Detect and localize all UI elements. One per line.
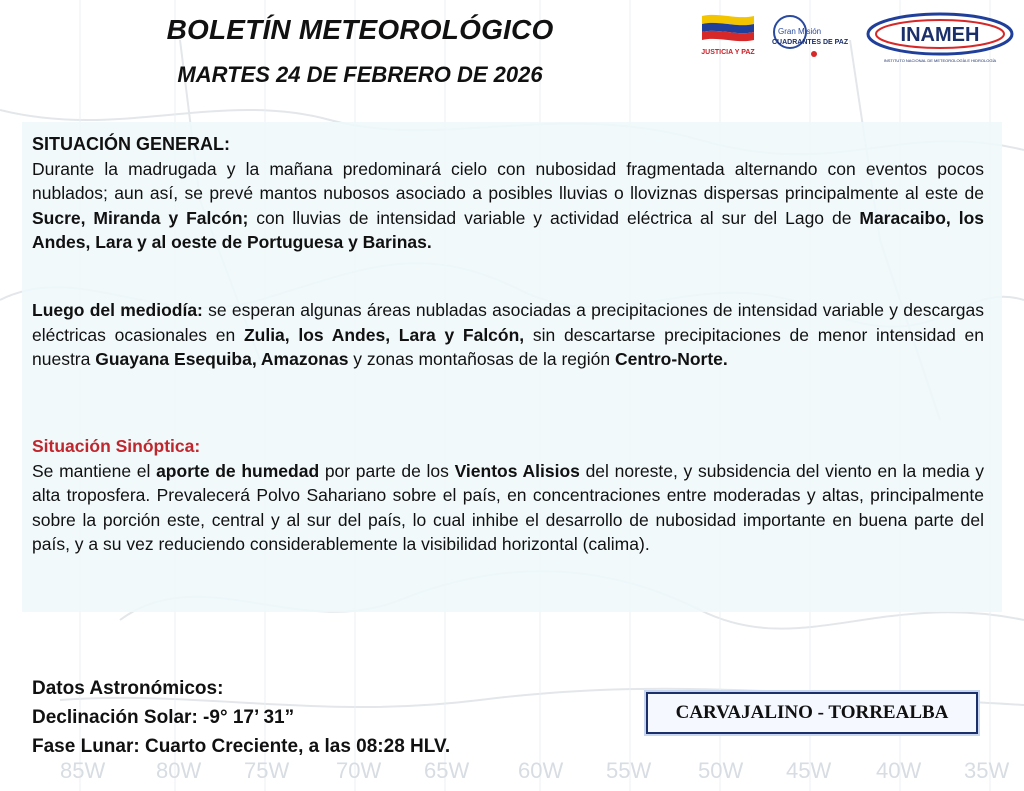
general-heading: SITUACIÓN GENERAL: <box>32 134 231 154</box>
longitude-label: 40W <box>876 758 922 783</box>
longitude-label: 80W <box>156 758 202 783</box>
bulletin-title: BOLETÍN METEOROLÓGICO <box>166 14 554 45</box>
longitude-label: 85W <box>60 758 106 783</box>
longitude-label: 45W <box>786 758 832 783</box>
astro-section <box>32 674 450 761</box>
general-paragraph-2: Luego del mediodía: se esperan algunas áreas nubladas asociadas a precipitaciones de intensidad variable y descargas eléctricas ocasionales en Zulia, los Andes, Lara y Falcón, sin descartarse precipitaciones de menor intensidad en nuestra Guayana Esequiba, Amazonas y zonas montañosas de la región Centro-Norte. <box>32 300 984 369</box>
svg-text:CUADRANTES DE PAZ: CUADRANTES DE PAZ <box>772 39 849 46</box>
synoptic-section <box>32 434 984 557</box>
svg-text:INAMEH: INAMEH <box>900 24 980 46</box>
astro-heading: Datos Astronómicos: <box>32 678 224 699</box>
longitude-label: 35W <box>964 758 1010 783</box>
svg-text:JUSTICIA Y PAZ: JUSTICIA Y PAZ <box>701 49 755 56</box>
inameh-logo <box>864 10 1016 66</box>
synoptic-paragraph: Se mantiene el aporte de humedad por parte de los Vientos Alisios del noreste, y subsidencia del viento en la media y alta troposfera. Prevalecerá Polvo Sahariano sobre el país, en concentraciones entre moderadas y altas, principalmente sobre la porción este, central y al sur del país, lo cual inhibe el desarrollo de nubosidad importante en buena parte del país, y a su vez reduciendo considerablemente la visibilidad horizontal (calima). <box>32 460 985 554</box>
svg-text:Gran Misión: Gran Misión <box>778 27 822 36</box>
synoptic-heading: Situación Sinóptica: <box>32 436 201 456</box>
bulletin-date: MARTES 24 DE FEBRERO DE 2026 <box>177 62 543 87</box>
justicia-y-paz-logo <box>698 10 758 66</box>
longitude-label: 65W <box>424 758 470 783</box>
general-section <box>32 132 984 255</box>
cuadrantes-de-paz-logo <box>764 10 860 66</box>
forecaster-signature: CARVAJALINO - TORREALBA <box>646 692 978 734</box>
longitude-label: 60W <box>518 758 564 783</box>
moon-phase: Fase Lunar: Cuarto Creciente, a las 08:28 HLV. <box>32 736 451 757</box>
solar-declination: Declinación Solar: -9° 17’ 31” <box>32 707 295 728</box>
longitude-label: 70W <box>336 758 382 783</box>
longitude-label: 55W <box>606 758 652 783</box>
logos-strip <box>698 10 1016 66</box>
longitude-label: 75W <box>244 758 290 783</box>
general-paragraph-1: Durante la madrugada y la mañana predominará cielo con nubosidad fragmentada alternando con eventos pocos nublados; aun así, se prevé mantos nubosos asociado a posibles lluvias o lloviznas dispersas principalmente al este de Sucre, Miranda y Falcón; con lluvias de intensidad variable y actividad eléctrica al sur del Lago de Maracaibo, los Andes, Lara y al oeste de Portuguesa y Barinas. <box>32 158 985 252</box>
svg-text:INSTITUTO NACIONAL DE METEOROL: INSTITUTO NACIONAL DE METEOROLOGÍA E HIDROLOGÍA <box>883 58 997 63</box>
longitude-label: 50W <box>698 758 744 783</box>
